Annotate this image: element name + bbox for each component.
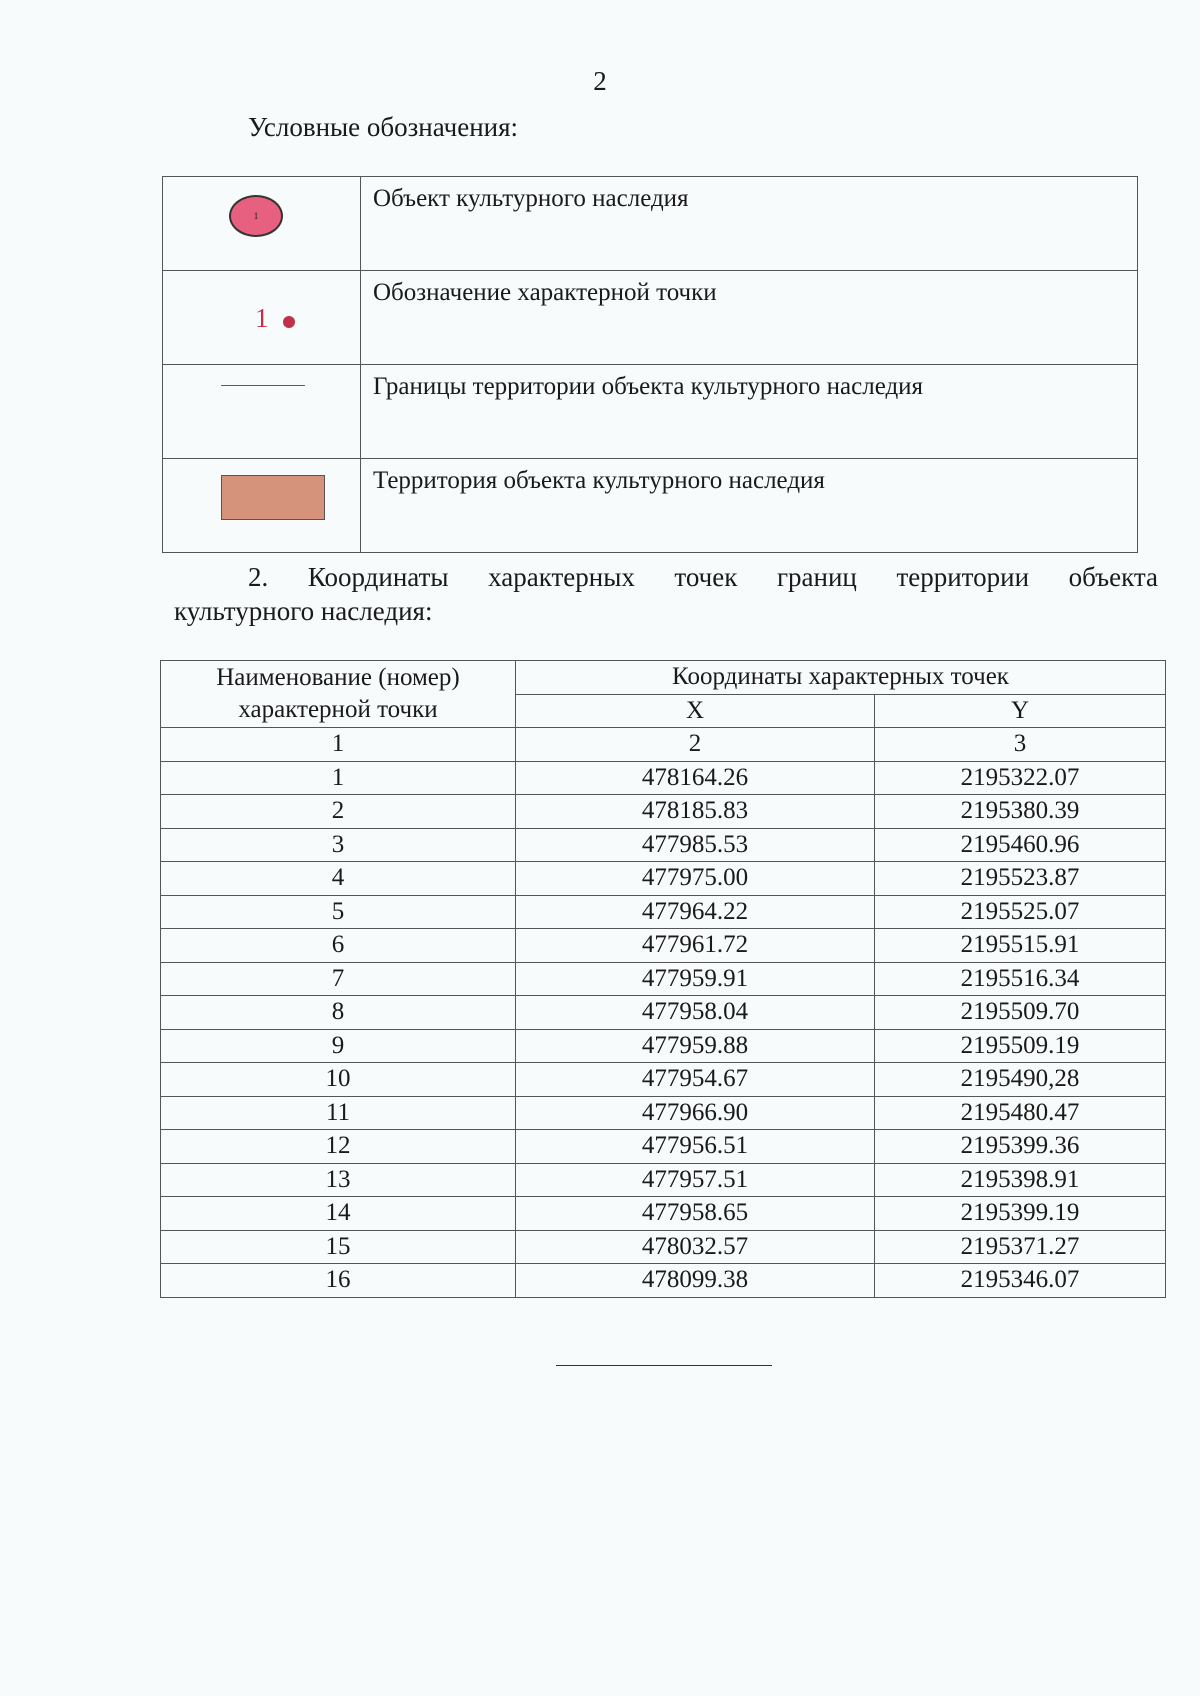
legend-symbol-cell	[163, 459, 361, 553]
column-index: 3	[875, 728, 1166, 762]
table-row	[161, 1096, 1166, 1130]
section-2-heading	[174, 560, 1158, 628]
point-number-cell: 16	[161, 1264, 516, 1298]
column-index: 2	[516, 728, 875, 762]
y-coordinate-cell: 2195523.87	[875, 862, 1166, 896]
point-number-cell: 12	[161, 1130, 516, 1164]
page-number: 2	[593, 66, 607, 96]
point-number-cell: 10	[161, 1063, 516, 1097]
x-coordinate-cell: 477961.72	[516, 929, 875, 963]
ellipse-number: 1	[253, 211, 259, 221]
table-row	[161, 996, 1166, 1030]
section-2-line-1: 2. Координаты характерных точек границ территории объекта	[248, 562, 1158, 592]
table-row	[161, 1063, 1166, 1097]
table-row	[161, 962, 1166, 996]
column-header-y: Y	[875, 694, 1166, 728]
table-row	[161, 862, 1166, 896]
territory-rect-icon	[221, 475, 325, 520]
x-coordinate-cell: 478032.57	[516, 1230, 875, 1264]
point-number-cell: 8	[161, 996, 516, 1030]
point-number-cell: 11	[161, 1096, 516, 1130]
section-2-line-2: культурного наследия:	[174, 596, 433, 626]
table-row	[161, 1264, 1166, 1298]
legend-row	[163, 459, 1138, 553]
point-number-cell: 13	[161, 1163, 516, 1197]
legend-text: Обозначение характерной точки	[361, 271, 1138, 365]
x-coordinate-cell: 477957.51	[516, 1163, 875, 1197]
heritage-object-ellipse-icon	[229, 195, 283, 237]
y-coordinate-cell: 2195490,28	[875, 1063, 1166, 1097]
x-coordinate-cell: 477964.22	[516, 895, 875, 929]
table-row	[161, 761, 1166, 795]
legend-symbol-cell	[163, 365, 361, 459]
y-coordinate-cell: 2195322.07	[875, 761, 1166, 795]
point-dot-icon	[283, 316, 295, 328]
x-coordinate-cell: 478185.83	[516, 795, 875, 829]
x-coordinate-cell: 477958.65	[516, 1197, 875, 1231]
column-header-coordinates: Координаты характерных точек	[516, 661, 1166, 695]
legend-text: Границы территории объекта культурного наследия	[361, 365, 1138, 459]
boundary-line-icon	[221, 385, 305, 386]
x-coordinate-cell: 478099.38	[516, 1264, 875, 1298]
legend-table	[162, 176, 1138, 553]
point-number-cell: 14	[161, 1197, 516, 1231]
y-coordinate-cell: 2195399.19	[875, 1197, 1166, 1231]
y-coordinate-cell: 2195398.91	[875, 1163, 1166, 1197]
point-number-cell: 3	[161, 828, 516, 862]
table-row	[161, 828, 1166, 862]
y-coordinate-cell: 2195380.39	[875, 795, 1166, 829]
legend-row	[163, 177, 1138, 271]
legend-text: Объект культурного наследия	[361, 177, 1138, 271]
x-coordinate-cell: 478164.26	[516, 761, 875, 795]
legend-text: Территория объекта культурного наследия	[361, 459, 1138, 553]
legend-title: Условные обозначения:	[248, 112, 519, 142]
y-coordinate-cell: 2195525.07	[875, 895, 1166, 929]
characteristic-point-icon	[255, 303, 295, 334]
coordinates-table	[160, 660, 1166, 1298]
table-row	[161, 795, 1166, 829]
x-coordinate-cell: 477958.04	[516, 996, 875, 1030]
table-row	[161, 1163, 1166, 1197]
legend-row	[163, 271, 1138, 365]
legend-row	[163, 365, 1138, 459]
y-coordinate-cell: 2195509.70	[875, 996, 1166, 1030]
point-number-cell: 15	[161, 1230, 516, 1264]
point-number-cell: 7	[161, 962, 516, 996]
x-coordinate-cell: 477956.51	[516, 1130, 875, 1164]
y-coordinate-cell: 2195346.07	[875, 1264, 1166, 1298]
y-coordinate-cell: 2195516.34	[875, 962, 1166, 996]
x-coordinate-cell: 477966.90	[516, 1096, 875, 1130]
x-coordinate-cell: 477959.88	[516, 1029, 875, 1063]
end-divider	[556, 1365, 772, 1366]
legend-symbol-cell	[163, 271, 361, 365]
point-number-cell: 4	[161, 862, 516, 896]
point-number: 1	[255, 303, 269, 333]
table-row	[161, 1230, 1166, 1264]
y-coordinate-cell: 2195399.36	[875, 1130, 1166, 1164]
table-row	[161, 895, 1166, 929]
y-coordinate-cell: 2195480.47	[875, 1096, 1166, 1130]
point-number-cell: 5	[161, 895, 516, 929]
point-number-cell: 6	[161, 929, 516, 963]
table-row	[161, 929, 1166, 963]
column-header-name: Наименование (номер) характерной точки	[161, 661, 516, 728]
point-number-cell: 2	[161, 795, 516, 829]
table-row	[161, 1130, 1166, 1164]
legend-symbol-cell	[163, 177, 361, 271]
column-index: 1	[161, 728, 516, 762]
point-number-cell: 1	[161, 761, 516, 795]
column-header-x: X	[516, 694, 875, 728]
x-coordinate-cell: 477985.53	[516, 828, 875, 862]
table-row	[161, 1029, 1166, 1063]
x-coordinate-cell: 477959.91	[516, 962, 875, 996]
point-number-cell: 9	[161, 1029, 516, 1063]
x-coordinate-cell: 477954.67	[516, 1063, 875, 1097]
y-coordinate-cell: 2195515.91	[875, 929, 1166, 963]
y-coordinate-cell: 2195460.96	[875, 828, 1166, 862]
table-row	[161, 1197, 1166, 1231]
y-coordinate-cell: 2195509.19	[875, 1029, 1166, 1063]
y-coordinate-cell: 2195371.27	[875, 1230, 1166, 1264]
x-coordinate-cell: 477975.00	[516, 862, 875, 896]
